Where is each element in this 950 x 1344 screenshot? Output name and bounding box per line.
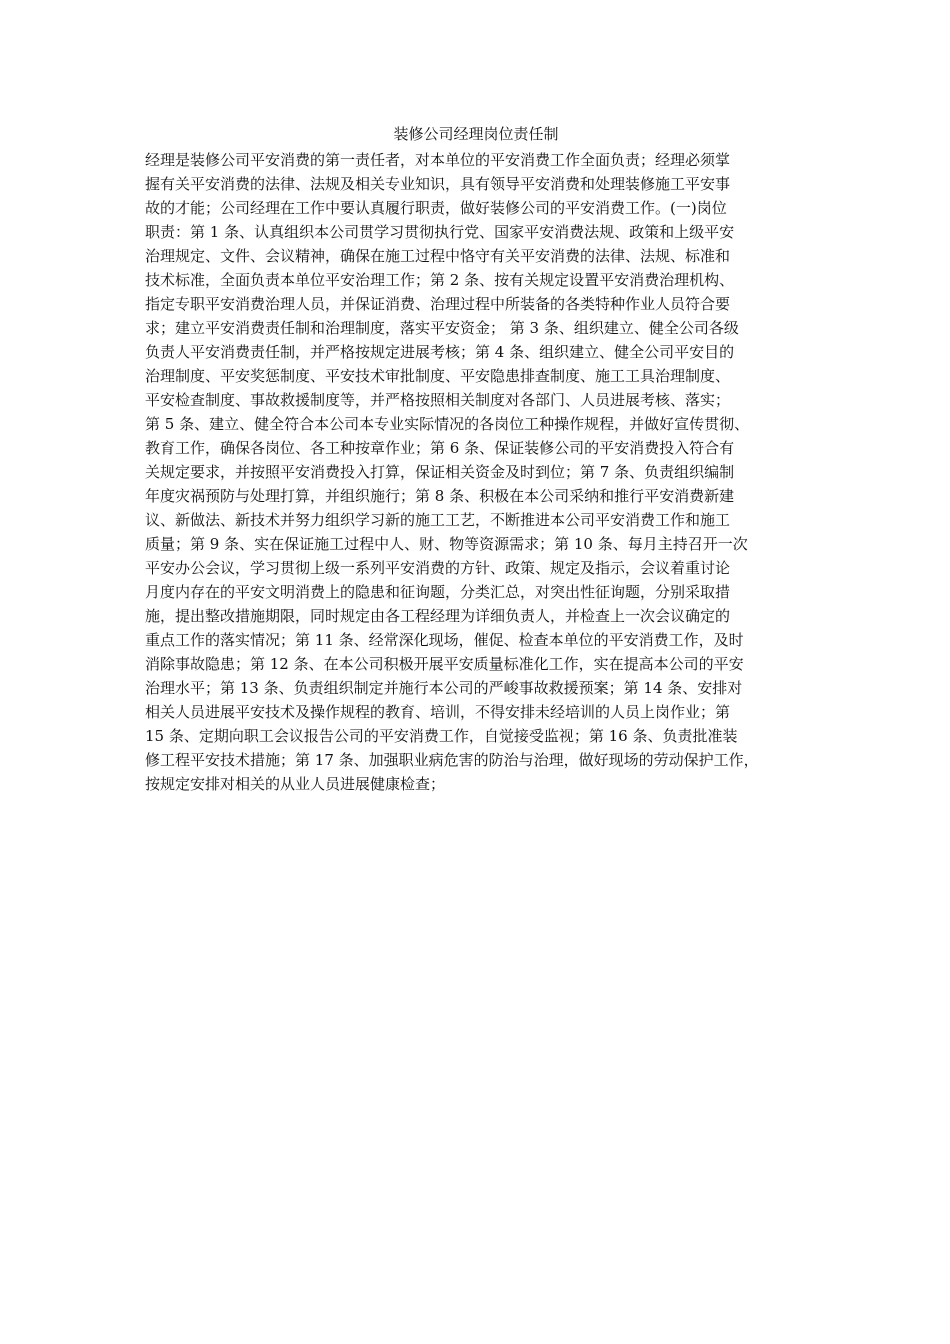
document-body: [145, 148, 817, 796]
body-line: 年度灾祸预防与处理打算，并组织施行；第 8 条、积极在本公司采纳和推行平安消费新建: [145, 487, 735, 505]
body-line: 平安办公会议，学习贯彻上级一系列平安消费的方针、政策、规定及指示，会议着重讨论: [145, 559, 731, 577]
body-line: 月度内存在的平安文明消费上的隐患和征询题，分类汇总，对突出性征询题，分别采取措: [145, 583, 731, 601]
body-line: 重点工作的落实情况；第 11 条、经常深化现场，催促、检查本单位的平安消费工作，及时: [145, 631, 744, 649]
body-line: 平安检查制度、事故救援制度等，并严格按照相关制度对各部门、人员进展考核、落实；: [145, 391, 731, 409]
body-line: 消除事故隐患；第 12 条、在本公司积极开展平安质量标准化工作，实在提高本公司的平安: [145, 655, 744, 673]
body-line: 第 5 条、建立、健全符合本公司本专业实际情况的各岗位工种操作规程，并做好宣传贯彻、: [145, 415, 750, 433]
body-line: 质量；第 9 条、实在保证施工过程中人、财、物等资源需求；第 10 条、每月主持召开一次: [145, 535, 748, 553]
body-line: 握有关平安消费的法律、法规及相关专业知识，具有领导平安消费和处理装修施工平安事: [145, 175, 731, 193]
body-line: 技术标准，全面负责本单位平安治理工作；第 2 条、按有关规定设置平安消费治理机构、: [145, 271, 735, 289]
body-line: 故的才能；公司经理在工作中要认真履行职责，做好装修公司的平安消费工作。(一)岗位: [145, 199, 727, 217]
body-line: 治理水平；第 13 条、负责组织制定并施行本公司的严峻事故救援预案；第 14 条、安排对: [145, 679, 743, 697]
body-line: 15 条、定期向职工会议报告公司的平安消费工作，自觉接受监视；第 16 条、负责批准装: [145, 727, 738, 745]
body-line: 按规定安排对相关的从业人员进展健康检查；: [145, 775, 446, 793]
body-line: 修工程平安技术措施；第 17 条、加强职业病危害的防治与治理，做好现场的劳动保护工作，: [145, 751, 759, 769]
body-line: 教育工作，确保各岗位、各工种按章作业；第 6 条、保证装修公司的平安消费投入符合有: [145, 439, 735, 457]
body-line: 治理制度、平安奖惩制度、平安技术审批制度、平安隐患排查制度、施工工具治理制度、: [145, 367, 731, 385]
body-line: 治理规定、文件、会议精神，确保在施工过程中恪守有关平安消费的法律、法规、标准和: [145, 247, 731, 265]
body-line: 指定专职平安消费治理人员，并保证消费、治理过程中所装备的各类特种作业人员符合要: [145, 295, 731, 313]
body-line: 求；建立平安消费责任制和治理制度，落实平安资金； 第 3 条、组织建立、健全公司各级: [145, 319, 739, 337]
body-line: 职责：第 1 条、认真组织本公司贯学习贯彻执行党、国家平安消费法规、政策和上级平安: [145, 223, 735, 241]
body-line: 负责人平安消费责任制，并严格按规定进展考核；第 4 条、组织建立、健全公司平安目的: [145, 343, 735, 361]
body-line: 相关人员进展平安技术及操作规程的教育、培训，不得安排未经培训的人员上岗作业；第: [145, 703, 731, 721]
body-line: 施，提出整改措施期限，同时规定由各工程经理为详细负责人，并检查上一次会议确定的: [145, 607, 731, 625]
document-title: 装修公司经理岗位责任制: [393, 125, 559, 143]
body-line: 关规定要求，并按照平安消费投入打算，保证相关资金及时到位；第 7 条、负责组织编制: [145, 463, 735, 481]
body-line: 经理是装修公司平安消费的第一责任者，对本单位的平安消费工作全面负责；经理必须掌: [145, 151, 731, 169]
body-line: 议、新做法、新技术并努力组织学习新的施工工艺，不断推进本公司平安消费工作和施工: [145, 511, 731, 529]
